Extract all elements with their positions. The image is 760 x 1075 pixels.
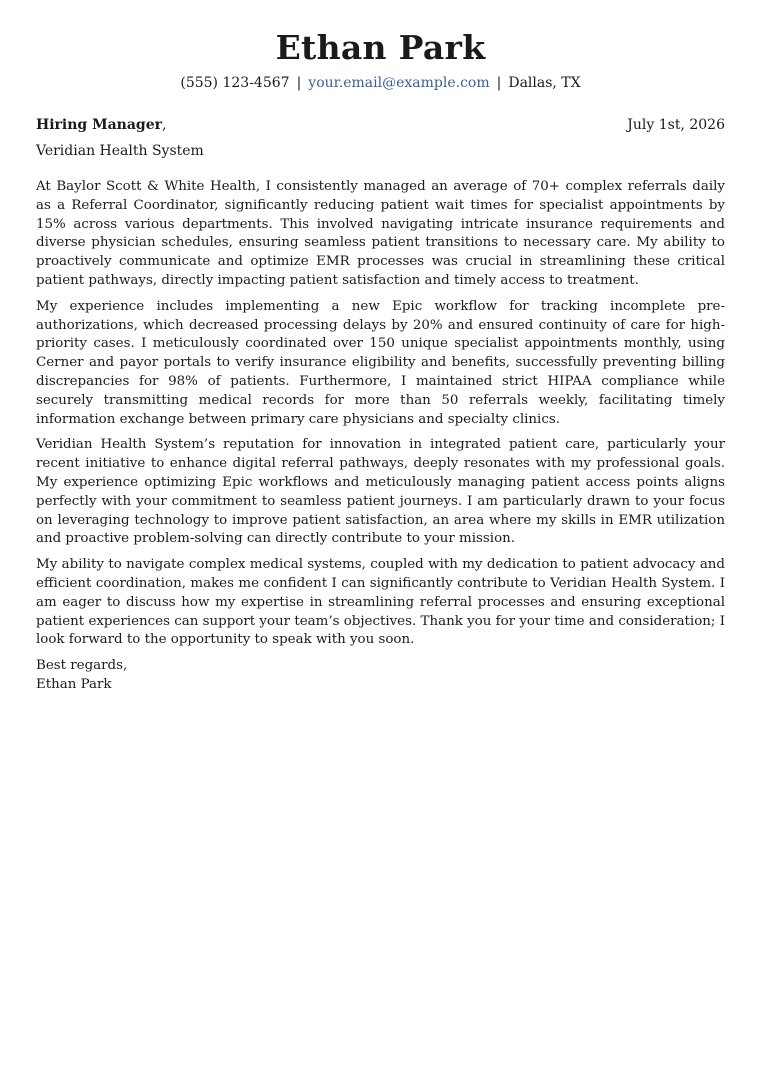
recipient-row [36,115,725,135]
applicant-name: Ethan Park [275,28,486,67]
contact-line [36,73,725,93]
email-link[interactable]: your.email@example.com [308,75,490,91]
title-comma: , [161,117,167,133]
recipient-title [36,115,166,135]
letter-date: July 1st, 2026 [627,117,725,133]
separator: | [296,75,302,91]
closing-salutation: Best regards, [36,658,128,674]
phone-number: (555) 123-4567 [180,75,290,91]
body-paragraph: Veridian Health System’s reputation for innovation in integrated patient care, particularly your recent initiative to enhance digital referral pathways, deeply resonates with my professional goals. My experience optimizing Epic workflows and meticulously managing patient access points aligns perfectly with your commitment to seamless patient journeys. I am particularly drawn to your focus on leveraging technology to improve patient satisfaction, an area where my skills in EMR utilization and proactive problem-solving can directly contribute to your mission. [36,437,725,547]
location: Dallas, TX [508,75,581,91]
company-name: Veridian Health System [36,143,204,159]
hiring-manager-label: Hiring Manager [36,117,162,133]
letter-body [36,178,725,650]
closing-block [36,657,725,695]
separator: | [496,75,502,91]
cover-letter-page [36,28,725,695]
body-paragraph: My experience includes implementing a new Epic workflow for tracking incomplete pre-authorizations, which decreased processing delays by 20% and ensured continuity of care for high-priority cases. I meticulously coordinated over 150 unique specialist appointments monthly, using Cerner and payor portals to verify insurance eligibility and benefits, successfully preventing billing discrepancies for 98% of patients. Furthermore, I maintained strict HIPAA compliance while securely transmitting medical records for more than 50 referrals weekly, facilitating timely information exchange between primary care physicians and specialty clinics. [36,298,725,427]
signature-name: Ethan Park [36,676,112,692]
body-paragraph: My ability to navigate complex medical systems, coupled with my dedication to patient advocacy and efficient coordination, makes me confident I can significantly contribute to Veridian Health System. I am eager to discuss how my expertise in streamlining referral processes and ensuring exceptional patient experiences can support your team’s objectives. Thank you for your time and consideration; I look forward to the opportunity to speak with you soon. [36,557,725,648]
body-paragraph: At Baylor Scott & White Health, I consistently managed an average of 70+ complex referrals daily as a Referral Coordinator, significantly reducing patient wait times for specialist appointments by 15% across various departments. This involved navigating intricate insurance requirements and diverse physician schedules, ensuring seamless patient transitions to necessary care. My ability to proactively communicate and optimize EMR processes was crucial in streamlining these critical patient pathways, directly impacting patient satisfaction and timely access to treatment. [36,179,725,288]
